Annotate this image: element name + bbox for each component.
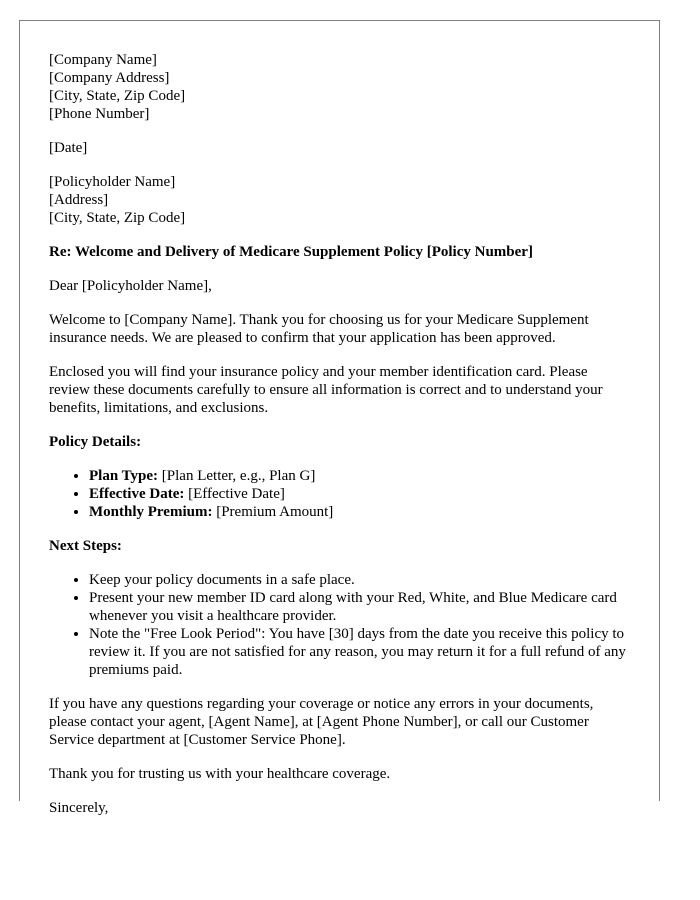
salutation: Dear [Policyholder Name], — [49, 278, 212, 294]
policy-detail-label: Effective Date: — [89, 486, 185, 502]
list-item — [89, 503, 630, 521]
list-item: • Note the "Free Look Period": You have [30] days from the date you receive this policy to review it. If you are not satisfied for any reason, you may return it for a full refund of any premiums paid. — [89, 625, 630, 679]
next-steps-heading: Next Steps: — [49, 538, 122, 554]
list-item: • Keep your policy documents in a safe place. — [89, 571, 630, 589]
recipient-address: [Address] — [49, 192, 109, 208]
enclosed-paragraph: Enclosed you will find your insurance policy and your member identification card. Please review these documents carefully to ensure all information is correct and to understand your benefits, limitations, and exclusions. — [49, 364, 603, 416]
policy-details-heading: Policy Details: — [49, 434, 142, 450]
welcome-paragraph: Welcome to [Company Name]. Thank you for choosing us for your Medicare Supplement insurance needs. We are pleased to confirm that your application has been approved. — [49, 312, 589, 346]
sender-city-state-zip: [City, State, Zip Code] — [49, 88, 186, 104]
policy-detail-label: Plan Type: — [89, 468, 159, 484]
policy-details-list — [49, 467, 630, 521]
policy-detail-value: [Plan Letter, e.g., Plan G] — [158, 468, 316, 484]
next-steps-list — [49, 571, 630, 679]
sender-phone: [Phone Number] — [49, 106, 150, 122]
thanks-paragraph: Thank you for trusting us with your healthcare coverage. — [49, 766, 391, 782]
sender-company-name: [Company Name] — [49, 52, 157, 68]
letter-content — [20, 21, 659, 817]
list-item: • Present your new member ID card along with your Red, White, and Blue Medicare card whenever you visit a healthcare provider. — [89, 589, 630, 625]
letter-page — [19, 20, 660, 816]
questions-paragraph: If you have any questions regarding your coverage or notice any errors in your documents, please contact your agent, [Agent Name], at [Agent Phone Number], or call our Customer Service department at [Customer Service Phone]. — [49, 696, 594, 748]
policy-detail-value: [Effective Date] — [184, 486, 285, 502]
recipient-name: [Policyholder Name] — [49, 174, 176, 190]
sender-block — [49, 51, 630, 123]
recipient-block — [49, 173, 630, 227]
letter-subject: Re: Welcome and Delivery of Medicare Supplement Policy [Policy Number] — [49, 244, 533, 260]
list-item — [89, 485, 630, 503]
letter-date: [Date] — [49, 140, 88, 156]
policy-detail-label: Monthly Premium: — [89, 504, 213, 520]
policy-detail-value: [Premium Amount] — [212, 504, 334, 520]
recipient-city-state-zip: [City, State, Zip Code] — [49, 210, 186, 226]
closing: Sincerely, — [49, 800, 109, 816]
sender-company-address: [Company Address] — [49, 70, 170, 86]
list-item — [89, 467, 630, 485]
